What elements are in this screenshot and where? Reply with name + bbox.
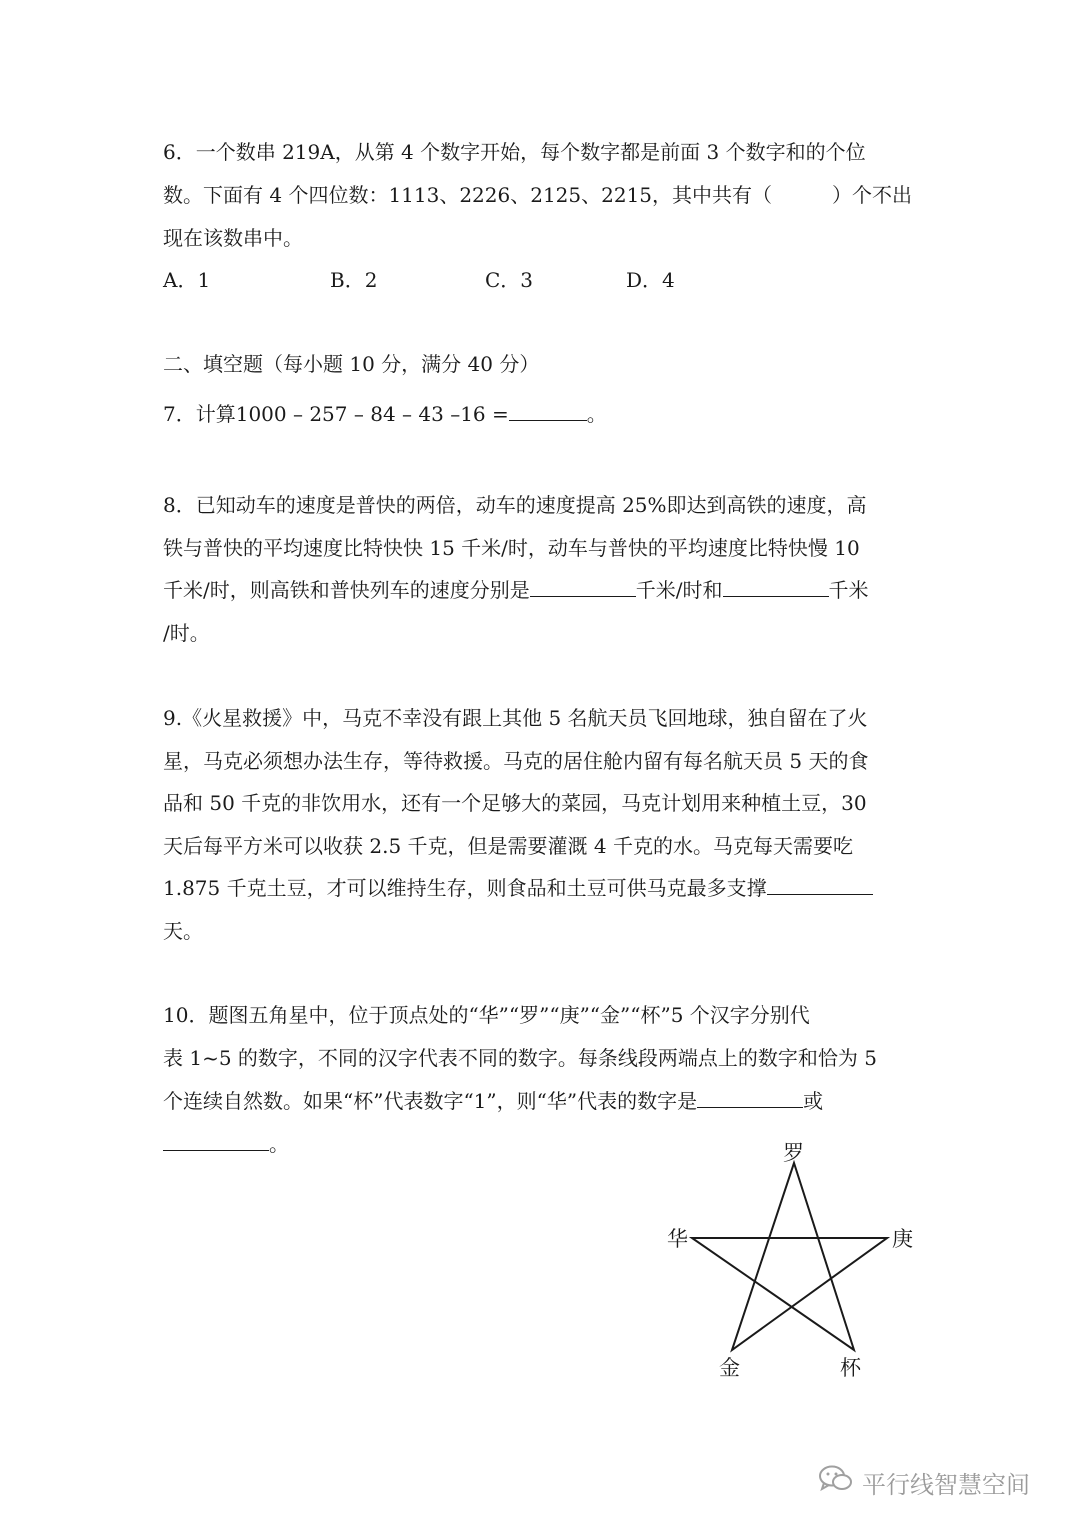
q9-text: 1.875 千克土豆，才可以维持生存，则食品和土豆可供马克最多支撑	[163, 876, 767, 900]
q6-option-c: C．3	[485, 268, 534, 292]
q7-end: 。	[586, 402, 607, 426]
q7-answer-blank[interactable]	[509, 400, 587, 421]
q6-option-b: B．2	[330, 268, 378, 292]
q6-line-1: 6．一个数串 219A，从第 4 个数字开始，每个数字都是前面 3 个数字和的个位	[163, 140, 866, 164]
q8-text-c: 千米	[828, 578, 869, 602]
q6-line-3: 现在该数串中。	[163, 226, 303, 250]
q9-line-2: 星，马克必须想办法生存，等待救援。马克的居住舱内留有每名航天员 5 天的食	[163, 749, 869, 773]
watermark-text: 平行线智慧空间	[862, 1470, 1030, 1499]
q8-line-3	[163, 576, 869, 604]
q7-line	[163, 400, 607, 428]
q9-line-4: 天后每平方米可以收获 2.5 千克，但是需要灌溉 4 千克的水。马克每天需要吃	[163, 834, 853, 858]
q6-option-d: D．4	[626, 268, 675, 292]
star-label-top: 罗	[783, 1141, 804, 1165]
q8-line-2: 铁与普快的平均速度比特快快 15 千米/时，动车与普快的平均速度比特快慢 10	[163, 536, 860, 560]
star-figure	[655, 1130, 925, 1390]
q10-answer-blank-1[interactable]	[697, 1087, 803, 1108]
q9-line-1: 9.《火星救援》中，马克不幸没有跟上其他 5 名航天员飞回地球，独自留在了火	[163, 706, 868, 730]
q10-or: 或	[803, 1089, 824, 1113]
star-outline	[692, 1163, 887, 1350]
q10-end: 。	[269, 1132, 289, 1156]
star-label-left: 华	[667, 1227, 688, 1251]
q8-answer-blank-2[interactable]	[723, 576, 829, 597]
star-label-right: 庚	[892, 1227, 913, 1251]
q7-text: 7．计算1000 – 257 – 84 – 43 –16 =	[163, 402, 509, 426]
q8-answer-blank-1[interactable]	[530, 576, 636, 597]
q9-line-3: 品和 50 千克的非饮用水，还有一个足够大的菜园，马克计划用来种植土豆，30	[163, 791, 867, 815]
watermark	[818, 1462, 1030, 1502]
q8-text-a: 千米/时，则高铁和普快列车的速度分别是	[163, 578, 530, 602]
section-title: 二、填空题（每小题 10 分，满分 40 分）	[163, 352, 540, 376]
q8-text-b: 千米/时和	[635, 578, 723, 602]
q10-answer-blank-2[interactable]	[163, 1130, 269, 1151]
wechat-icon	[818, 1464, 854, 1500]
q6-option-a: A．1	[163, 268, 211, 292]
q10-line-4	[163, 1130, 289, 1158]
q8-line-4: /时。	[163, 621, 210, 645]
q10-text: 个连续自然数。如果“杯”代表数字“1”，则“华”代表的数字是	[163, 1089, 698, 1113]
q10-line-3	[163, 1087, 823, 1115]
q9-line-5	[163, 874, 873, 902]
q9-answer-blank[interactable]	[767, 874, 873, 895]
star-label-bottom-right: 杯	[840, 1356, 861, 1380]
q8-line-1: 8．已知动车的速度是普快的两倍，动车的速度提高 25%即达到高铁的速度，高	[163, 493, 867, 517]
star-label-bottom-left: 金	[719, 1356, 740, 1380]
q9-line-6: 天。	[163, 919, 203, 943]
q10-line-1: 10．题图五角星中，位于顶点处的“华”“罗”“庚”“金”“杯”5 个汉字分别代	[163, 1003, 810, 1027]
q6-line-2: 数。下面有 4 个四位数：1113、2226、2125、2215，其中共有（ ）个不出	[163, 183, 913, 207]
q10-line-2: 表 1~5 的数字，不同的汉字代表不同的数字。每条线段两端点上的数字和恰为 5	[163, 1046, 878, 1070]
